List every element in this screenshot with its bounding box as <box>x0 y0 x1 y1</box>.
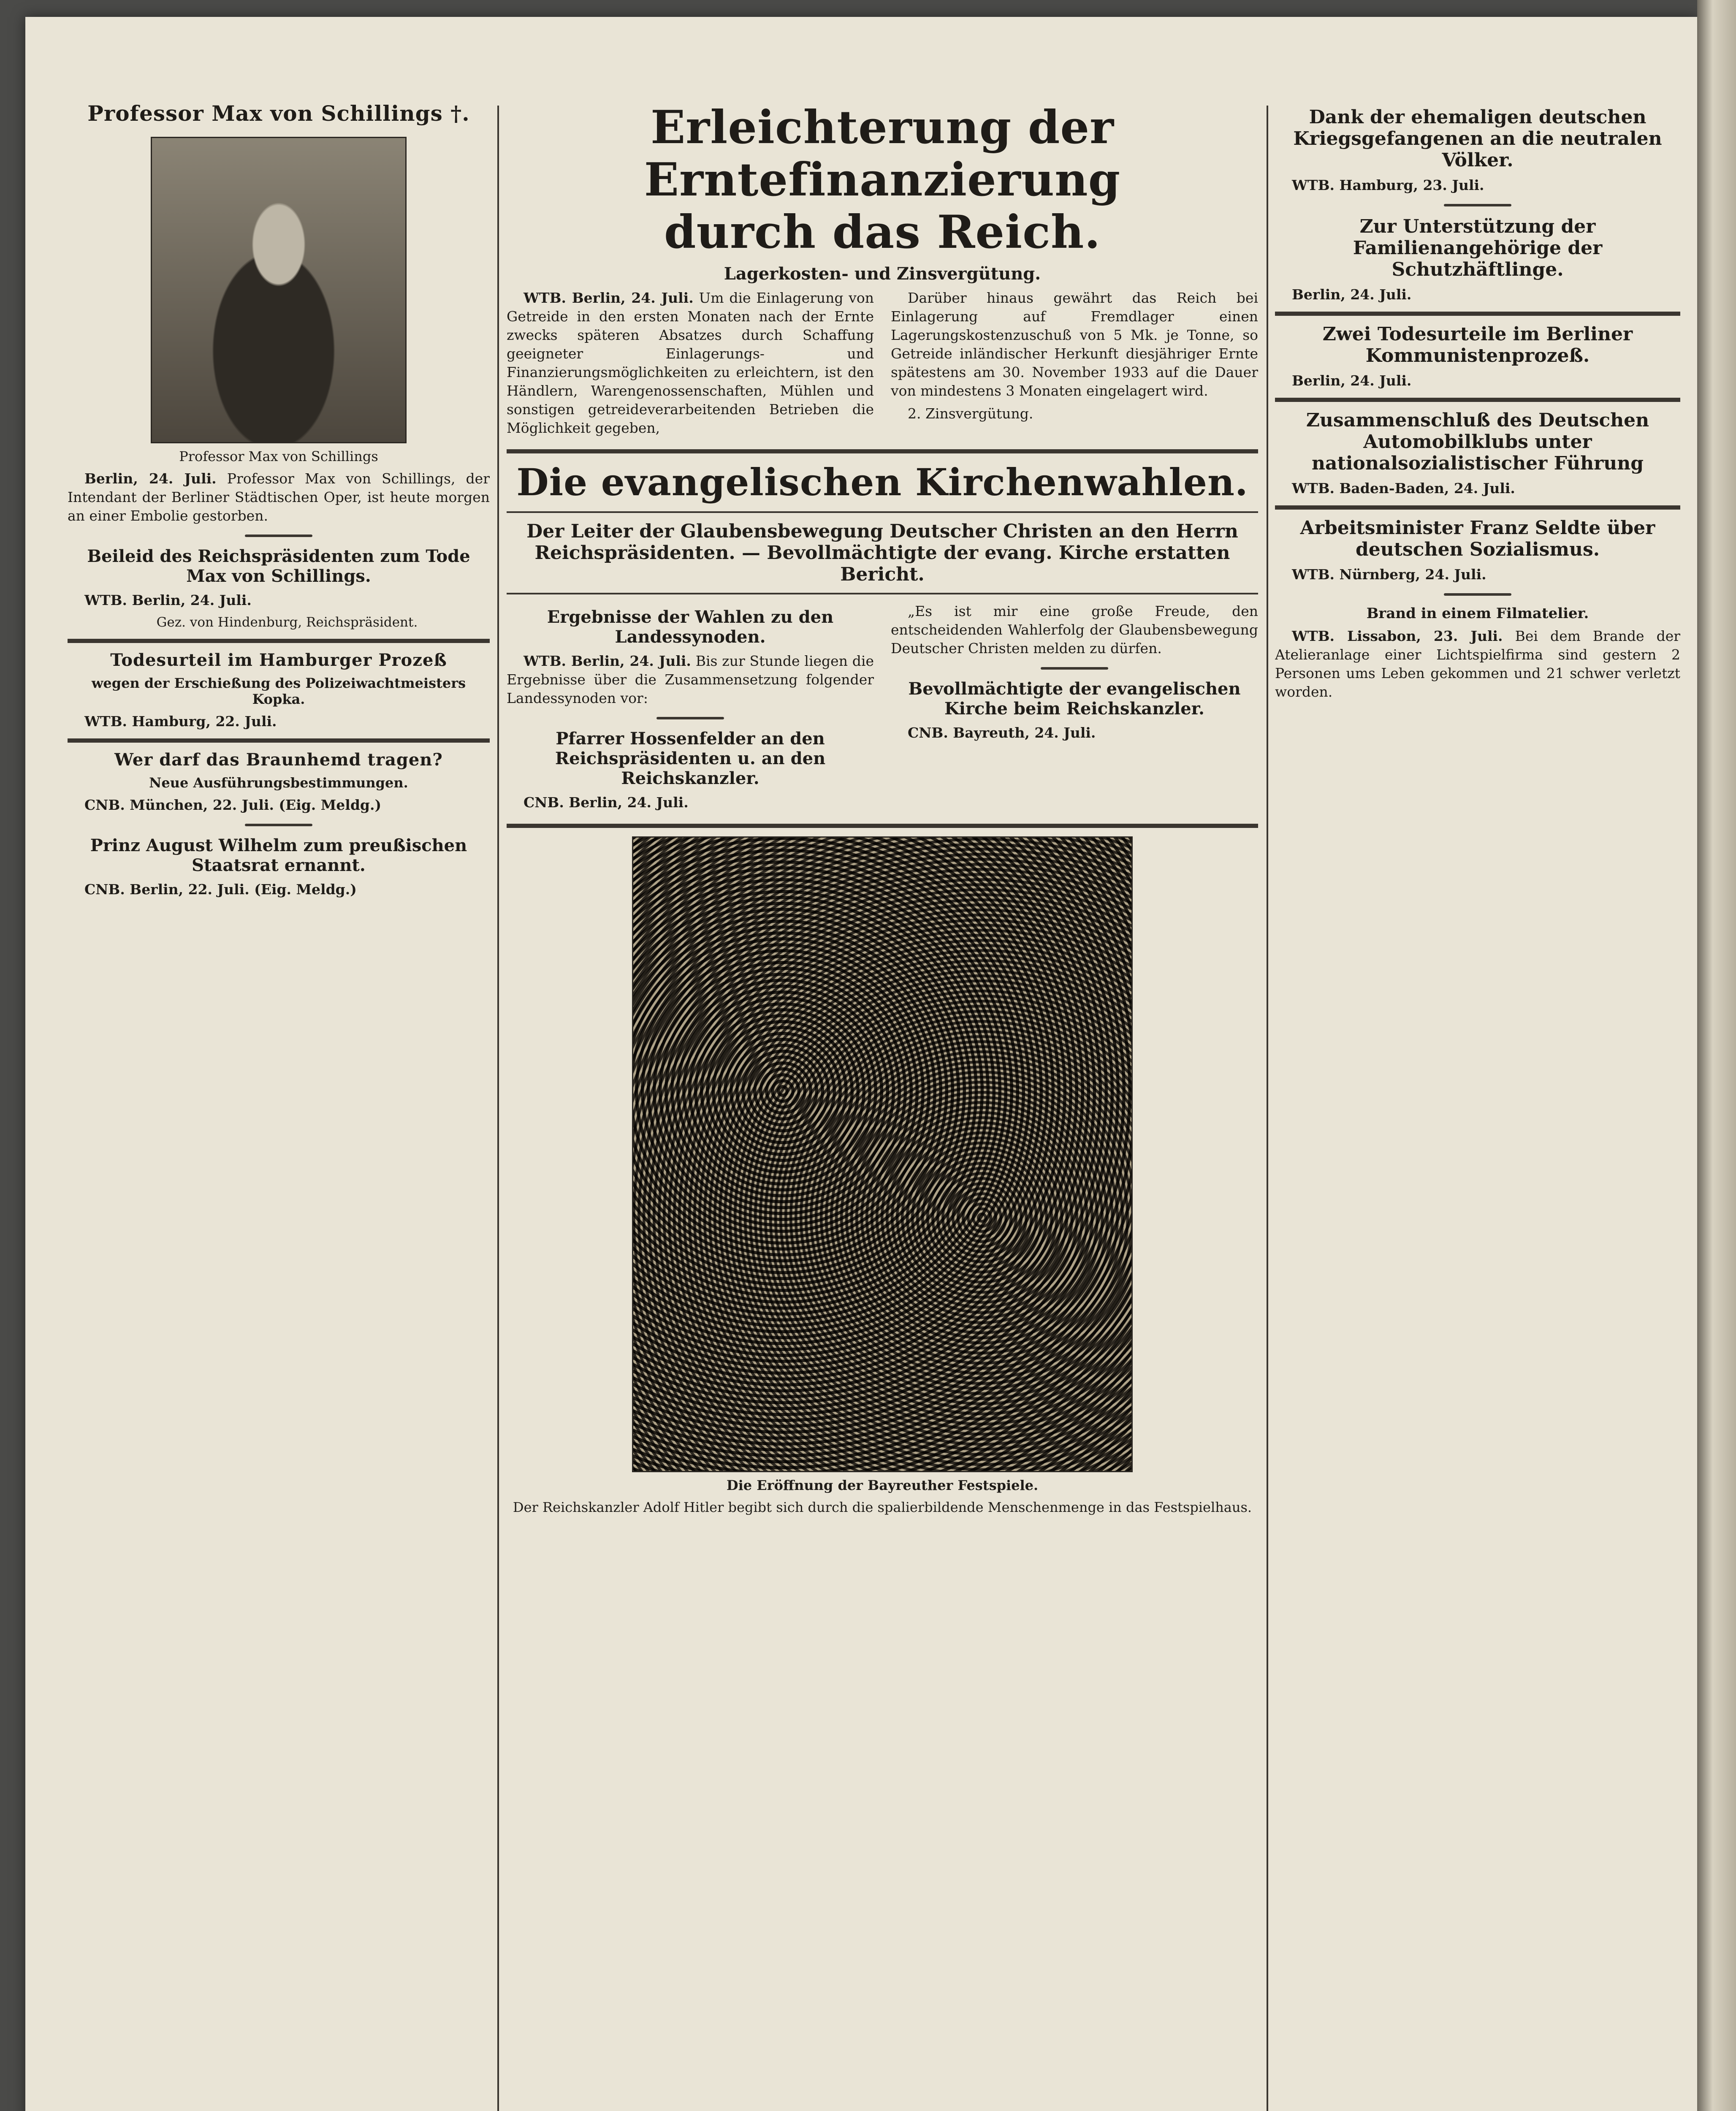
automobilklub-headline: Zusammenschluß des Deutschen Automobilklubs unter nationalsozialistischer Führung <box>1306 410 1649 474</box>
obituary-lead: Professor Max von Schillings, der Intendant der Berliner Städtischen Oper, ist heute morgen an einer Embolie gestorben. <box>68 470 490 524</box>
kirchenwahlen-headline: Die evangelischen Kirchenwahlen. <box>516 460 1248 504</box>
main-dateline: WTB. Berlin, 24. Juli. <box>524 289 694 306</box>
scan-edge <box>1697 0 1736 2111</box>
todesurteile-headline: Zwei Todesurteile im Berliner Kommunistenprozeß. <box>1322 323 1633 366</box>
divider <box>656 717 724 719</box>
bayreuth-crowd-photo <box>632 836 1133 1472</box>
photo-caption-title: Die Eröffnung der Bayreuther Festspiele. <box>726 1477 1039 1493</box>
hamburg-trial-subheadline: wegen der Erschießung des Polizeiwachtmeisters Kopka. <box>91 675 466 707</box>
seldte-headline: Arbeitsminister Franz Seldte über deutschen Sozialismus. <box>1300 517 1655 560</box>
unterstuetzung-headline: Zur Unterstützung der Familienangehörige der Schutzhäftlinge. <box>1353 216 1603 280</box>
braunhemd-dateline: CNB. München, 22. Juli. (Eig. Meldg.) <box>84 796 382 813</box>
dank-headline: Dank der ehemaligen deutschen Kriegsgefangenen an die neutralen Völker. <box>1293 106 1662 171</box>
prinz-headline: Prinz August Wilhelm zum preußischen Staatsrat ernannt. <box>90 835 467 875</box>
unterstuetzung-dateline: Berlin, 24. Juli. <box>1292 286 1412 303</box>
hossenfelder-dateline: CNB. Berlin, 24. Juli. <box>524 794 689 811</box>
obituary-headline: Professor Max von Schillings †. <box>87 101 470 126</box>
column-rule <box>497 106 499 2111</box>
brand-dateline: WTB. Lissabon, 23. Juli. <box>1292 628 1503 644</box>
main-paragraph-2: Darüber hinaus gewährt das Reich bei Einlagerung auf Fremdlager einen Lagerungskostenzuschuß von 5 Mk. je Tonne, so Getreide inländischer Herkunft diesjähriger Ernte spätestens am 30. November 1933 auf die Dauer von mindestens 3 Monaten eingelagert wird. <box>891 289 1258 399</box>
kirchenwahlen-subheadline: Der Leiter der Glaubensbewegung Deutscher Christen an den Herrn Reichspräsidenten. — Bevollmächtigte der evang. Kirche erstatten Bericht. <box>526 520 1238 585</box>
divider <box>1275 312 1680 316</box>
main-paragraph-1: Um die Einlagerung von Getreide in den ersten Monaten nach der Ernte zwecks späteren Absatzes durch Schaffung geeigneter Einlagerungs- und Finanzierungsmöglichkeiten zu erleichtern, ist den Händlern, Warengenossenschaften, Mühlen und sonstigen getreideverarbeitenden Betrieben die Möglichkeit gegeben, <box>507 289 874 436</box>
column-left <box>68 101 490 2111</box>
condolence-dateline: WTB. Berlin, 24. Juli. <box>84 592 252 608</box>
todesurteile-dateline: Berlin, 24. Juli. <box>1292 372 1412 389</box>
divider <box>1444 204 1511 206</box>
column-rule <box>1267 106 1268 2111</box>
column-center <box>507 101 1258 2111</box>
divider <box>245 824 312 826</box>
condolence-signature: Gez. von Hindenburg, Reichspräsident. <box>156 614 418 630</box>
hossenfelder-headline: Pfarrer Hossenfelder an den Reichspräsidenten u. an den Reichskanzler. <box>555 728 826 788</box>
divider <box>507 824 1258 828</box>
condolence-headline: Beileid des Reichspräsidenten zum Tode Max von Schillings. <box>87 546 470 586</box>
prinz-dateline: CNB. Berlin, 22. Juli. (Eig. Meldg.) <box>84 881 357 898</box>
hitler-telegram-quote: „Es ist mir eine große Freude, den entscheidenden Wahlerfolg der Glaubensbewegung Deutscher Christen melden zu dürfen. <box>891 602 1258 657</box>
seldte-dateline: WTB. Nürnberg, 24. Juli. <box>1292 566 1486 583</box>
hamburg-trial-dateline: WTB. Hamburg, 22. Juli. <box>84 713 277 730</box>
main-headline-line2: durch das Reich. <box>664 206 1101 259</box>
divider <box>245 535 312 537</box>
hamburg-trial-headline: Todesurteil im Hamburger Prozeß <box>110 650 447 670</box>
portrait-photo <box>151 137 407 443</box>
main-subheadline: Lagerkosten- und Zinsvergütung. <box>724 263 1041 284</box>
braunhemd-subheadline: Neue Ausführungsbestimmungen. <box>149 774 408 791</box>
braunhemd-headline: Wer darf das Braunhemd tragen? <box>114 749 443 770</box>
photo-caption: Der Reichskanzler Adolf Hitler begibt sich durch die spalierbildende Menschenmenge in das Festspielhaus. <box>513 1499 1252 1515</box>
divider <box>68 738 490 743</box>
bevollmaechtigte-dateline: CNB. Bayreuth, 24. Juli. <box>908 724 1096 741</box>
divider <box>507 593 1258 594</box>
portrait-caption: Professor Max von Schillings <box>179 448 378 464</box>
automobilklub-dateline: WTB. Baden-Baden, 24. Juli. <box>1292 480 1515 497</box>
main-paragraph-3: 2. Zinsvergütung. <box>908 405 1033 422</box>
brand-headline: Brand in einem Filmatelier. <box>1366 605 1589 622</box>
bevollmaechtigte-headline: Bevollmächtigte der evangelischen Kirche beim Reichskanzler. <box>908 678 1241 719</box>
divider <box>1275 505 1680 510</box>
divider <box>1444 593 1511 596</box>
newspaper-page <box>25 17 1697 2111</box>
divider <box>68 639 490 643</box>
main-headline-line1: Erleichterung der Erntefinanzierung <box>644 101 1121 207</box>
divider <box>507 449 1258 453</box>
brand-paragraph: Bei dem Brande der Atelieranlage einer Lichtspielfirma sind gestern 2 Personen ums Leben gekommen und 21 schwer verletzt worden. <box>1275 628 1680 700</box>
ergebnisse-headline: Ergebnisse der Wahlen zu den Landessynoden. <box>547 607 834 647</box>
column-right <box>1275 101 1680 2111</box>
dank-dateline: WTB. Hamburg, 23. Juli. <box>1292 177 1484 193</box>
obituary-dateline: Berlin, 24. Juli. <box>84 470 217 487</box>
ergebnisse-paragraph: Bis zur Stunde liegen die Ergebnisse über die Zusammensetzung folgender Landessynoden vor: <box>507 652 874 706</box>
divider <box>507 511 1258 513</box>
ergebnisse-dateline: WTB. Berlin, 24. Juli. <box>524 652 691 669</box>
divider <box>1275 398 1680 402</box>
divider <box>1041 667 1108 670</box>
